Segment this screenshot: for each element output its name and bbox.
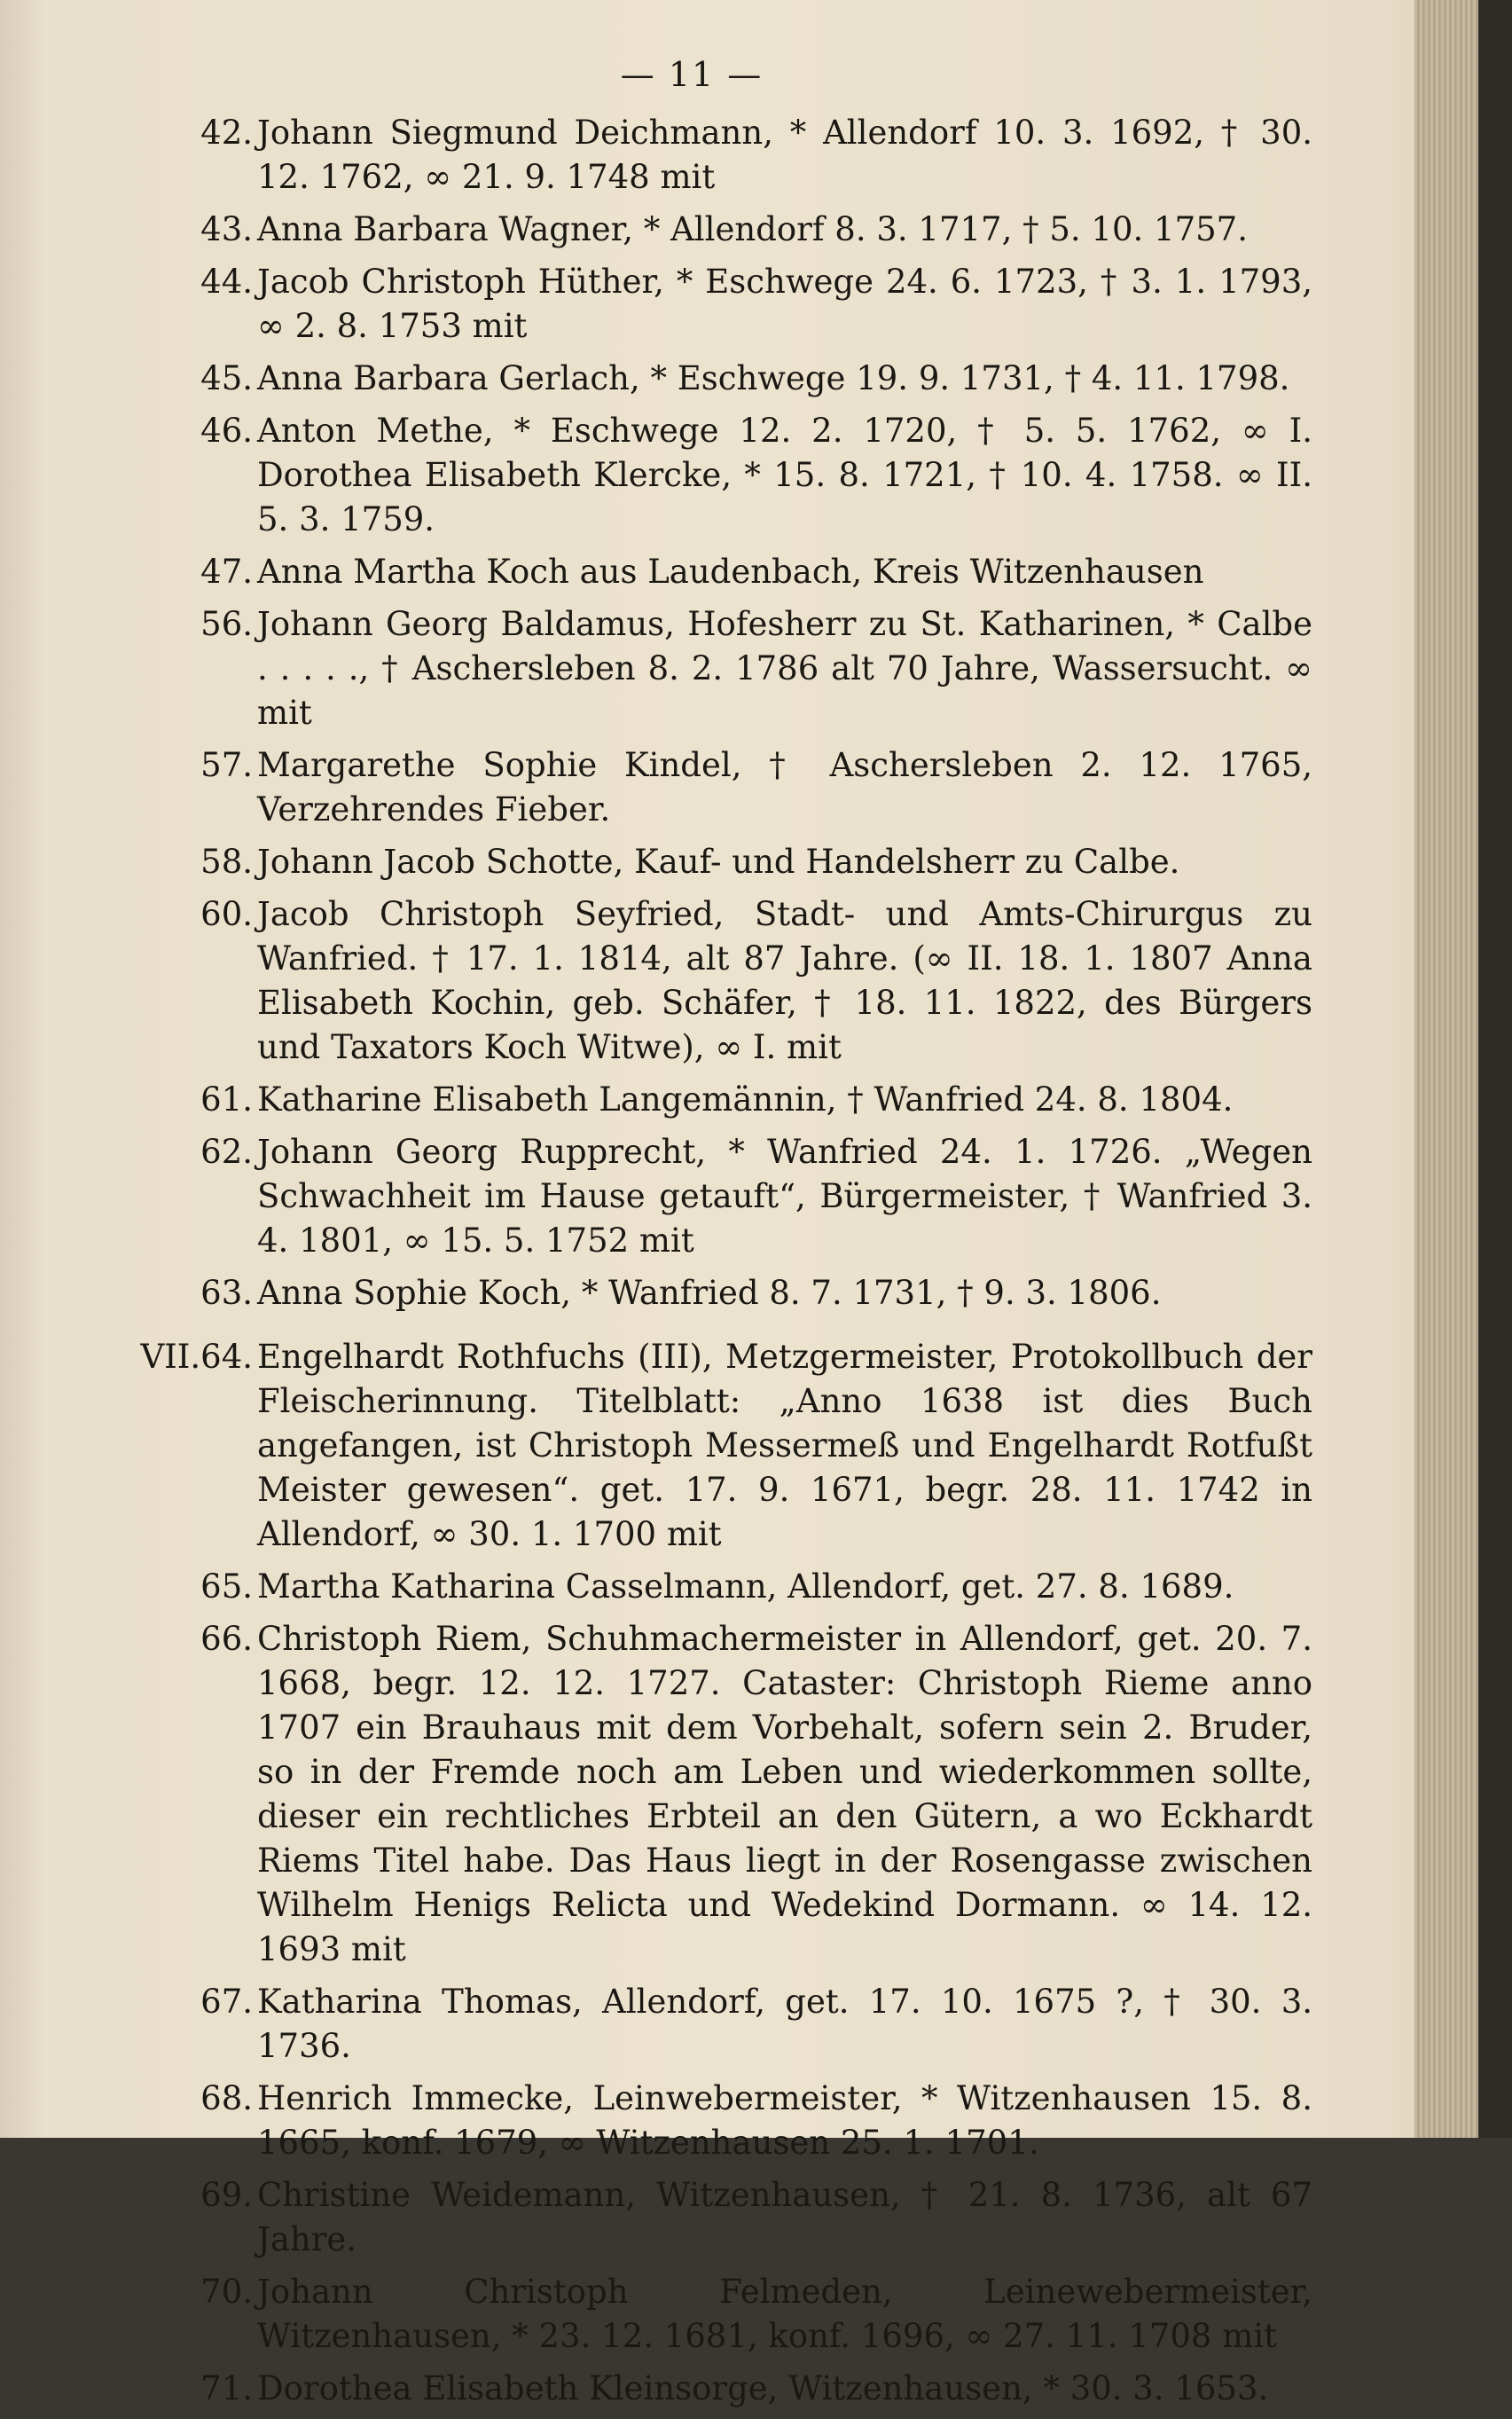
entry-number: 43.	[200, 210, 253, 248]
entry-63	[0, 1271, 1383, 1316]
entry-number: 45.	[200, 359, 253, 397]
entry-text: Johann Siegmund Deichmann, * Allendorf 10. 3. 1692, † 30. 12. 1762, ∞ 21. 9. 1748 mit	[257, 114, 1312, 196]
entry-text: Christoph Riem, Schuhmachermeister in Allendorf, get. 20. 7. 1668, begr. 12. 12. 1727. Cataster: Christoph Rieme anno 1707 ein Brauhaus mit dem Vorbehalt, sofern sein 2. Bruder, so in der Fremde noch am Leben und wiederkommen sollte, dieser ein rechtliches Erbteil an den Gütern, a wo Eckhardt Riems Titel habe. Das Haus liegt in der Rosengasse zwischen Wilhelm Henigs Relicta und Wedekind Dormann. ∞ 14. 12. 1693 mit	[257, 1620, 1312, 1968]
entry-42	[0, 111, 1383, 200]
entry-65	[0, 1565, 1383, 1609]
entry-68	[0, 2077, 1383, 2165]
entry-58	[0, 840, 1383, 884]
entry-text: Jacob Christoph Seyfried, Stadt- und Amts-Chirurgus zu Wanfried. † 17. 1. 1814, alt 87 Jahre. (∞ II. 18. 1. 1807 Anna Elisabeth Kochin, geb. Schäfer, † 18. 11. 1822, des Bürgers und Taxators Koch Witwe), ∞ I. mit	[257, 895, 1312, 1066]
entry-number: 68.	[200, 2079, 253, 2117]
entry-47	[0, 550, 1383, 594]
entry-number: 44.	[200, 263, 253, 301]
entry-56	[0, 602, 1383, 735]
entry-text: Dorothea Elisabeth Kleinsorge, Witzenhausen, * 30. 3. 1653.	[257, 2369, 1269, 2407]
entry-67	[0, 1980, 1383, 2069]
entry-70	[0, 2270, 1383, 2359]
entry-number: 71.	[200, 2369, 253, 2407]
entry-text: Anton Methe, * Eschwege 12. 2. 1720, † 5. 5. 1762, ∞ I. Dorothea Elisabeth Klercke, * 15. 8. 1721, † 10. 4. 1758. ∞ II. 5. 3. 1759.	[257, 412, 1312, 538]
entry-number: 60.	[200, 895, 253, 933]
entry-number: 70.	[200, 2273, 253, 2311]
entry-text: Katharine Elisabeth Langemännin, † Wanfried 24. 8. 1804.	[257, 1080, 1234, 1119]
entry-text: Christine Weidemann, Witzenhausen, † 21. 8. 1736, alt 67 Jahre.	[257, 2176, 1312, 2258]
entry-number: 46.	[200, 412, 253, 450]
entry-text: Johann Georg Baldamus, Hofesherr zu St. Katharinen, * Calbe . . . . ., † Aschersleben 8. 2. 1786 alt 70 Jahre, Wassersucht. ∞ mit	[257, 605, 1312, 732]
entry-number: 66.	[200, 1620, 253, 1658]
entry-46	[0, 409, 1383, 542]
entry-text: Henrich Immecke, Leinwebermeister, * Witzenhausen 15. 8. 1665, konf. 1679, ∞ Witzenhausen 25. 1. 1701.	[257, 2079, 1312, 2162]
entry-60	[0, 892, 1383, 1070]
entry-number: 47.	[200, 553, 253, 591]
entry-45	[0, 357, 1383, 401]
entry-number: 57.	[200, 746, 253, 784]
entry-66	[0, 1617, 1383, 1972]
entry-number: 61.	[200, 1080, 253, 1119]
entry-text: Engelhardt Rothfuchs (III), Metzgermeister, Protokollbuch der Fleischerinnung. Titelblatt: „Anno 1638 ist dies Buch angefangen, ist Christoph Messermeß und Engelhardt Rotfußt Meister gewesen“. get. 17. 9. 1671, begr. 28. 11. 1742 in Allendorf, ∞ 30. 1. 1700 mit	[257, 1338, 1312, 1553]
page-number: — 11 —	[620, 55, 764, 94]
entry-number: 63.	[200, 1274, 253, 1312]
entry-number: 42.	[200, 114, 253, 152]
entry-62	[0, 1130, 1383, 1263]
entry-57	[0, 743, 1383, 832]
entry-number: 62.	[200, 1133, 253, 1171]
entry-43	[0, 208, 1383, 252]
entry-number: 67.	[200, 1983, 253, 2021]
entry-text: Martha Katharina Casselmann, Allendorf, get. 27. 8. 1689.	[257, 1567, 1234, 1606]
entry-text: Jacob Christoph Hüther, * Eschwege 24. 6. 1723, † 3. 1. 1793, ∞ 2. 8. 1753 mit	[257, 263, 1312, 345]
entry-text: Margarethe Sophie Kindel, † Aschersleben 2. 12. 1765, Verzehrendes Fieber.	[257, 746, 1312, 829]
entry-text: Johann Christoph Felmeden, Leinewebermeister, Witzenhausen, * 23. 12. 1681, konf. 1696, ∞ 27. 11. 1708 mit	[257, 2273, 1312, 2355]
entry-number: 58.	[200, 843, 253, 881]
entry-text: Anna Barbara Gerlach, * Eschwege 19. 9. 1731, † 4. 11. 1798.	[257, 359, 1290, 397]
entry-text: Anna Sophie Koch, * Wanfried 8. 7. 1731, † 9. 3. 1806.	[257, 1274, 1162, 1312]
entry-text: Johann Jacob Schotte, Kauf- und Handelsherr zu Calbe.	[257, 843, 1180, 881]
entry-text: Anna Barbara Wagner, * Allendorf 8. 3. 1717, † 5. 10. 1757.	[257, 210, 1248, 248]
entry-71	[0, 2367, 1383, 2411]
entry-vii-64	[0, 1335, 1383, 1557]
entry-69	[0, 2173, 1383, 2262]
entry-text: Anna Martha Koch aus Laudenbach, Kreis Witzenhausen	[257, 553, 1204, 591]
entry-61	[0, 1078, 1383, 1122]
entry-number: 56.	[200, 605, 253, 643]
entry-number: 69.	[200, 2176, 253, 2214]
entry-number: 65.	[200, 1567, 253, 1606]
entry-text: Katharina Thomas, Allendorf, get. 17. 10. 1675 ?, † 30. 3. 1736.	[257, 1983, 1312, 2065]
genealogy-entry-list	[0, 111, 1383, 2419]
entry-text: Johann Georg Rupprecht, * Wanfried 24. 1. 1726. „Wegen Schwachheit im Hause getauft“, Bürgermeister, † Wanfried 3. 4. 1801, ∞ 15. 5. 1752 mit	[257, 1133, 1312, 1260]
book-page-edge	[1414, 0, 1512, 2138]
entry-44	[0, 260, 1383, 349]
entry-number: VII.64.	[140, 1338, 253, 1376]
